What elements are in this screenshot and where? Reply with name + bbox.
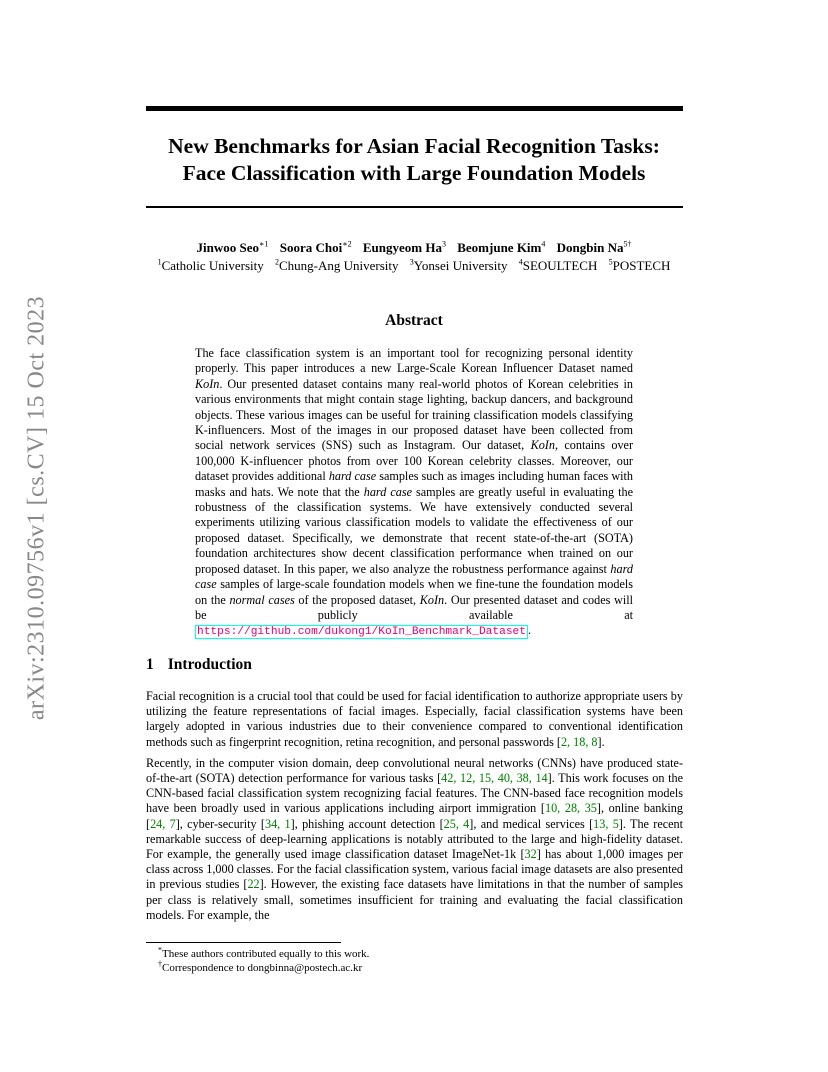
author: Jinwoo Seo$^{∗1}$ — [196, 239, 269, 255]
dataset-name: KoIn — [419, 592, 445, 607]
abstract-paragraph: The face classification system is an important tool for recognizing personal identity properly. This paper introduces a new Large-Scale Korean Influencer Dataset named KoIn. Our presented dataset contains many real-world photos of Korean celebrities in various environments that might contain stage lighting, backup dancers, and background objects. These various images can be useful for training classification models classifying K-influencers. Most of the images in our proposed dataset have been collected from social network services (SNS) such as Instagram. Our dataset, KoIn, contains over 100,000 K-influencer photos from over 100 Korean celebrity classes. Moreover, our dataset provides additional hard case samples such as images including human faces with masks and hats. We note that the hard case samples are greatly useful in evaluating the robustness of the classification systems. We have extensively conducted several experiments utilizing various classification models to validate the effectiveness of our proposed dataset. Specifically, we demonstrate that recent state-of-the-art (SOTA) foundation architectures show decent classification performance when trained on our proposed dataset. In this paper, we also analyze the robustness performance against hard case samples of large-scale foundation models when we fine-tune the foundation models on the normal cases of the proposed dataset, KoIn. Our presented dataset and codes will be publicly available at https://github.com/dukong1/KoIn_Benchmark_Dataset . — [195, 346, 634, 639]
introduction-body — [146, 689, 683, 929]
citation-link[interactable]: 22 — [247, 877, 260, 892]
abstract-body — [195, 346, 633, 641]
affiliation-list — [100, 258, 728, 274]
intro-paragraph-1: Facial recognition is a crucial tool that could be used for facial identification to authorize appropriate users by utilizing the feature representations of facial images. Especially, facial classification systems have been largely adopted in various industries due to their convenience compared to conventional identification methods such as fingerprint recognition, retina recognition, and personal passwords [2, 18, 8]. — [146, 689, 683, 749]
abstract-heading: Abstract — [385, 312, 443, 329]
dataset-name: KoIn — [195, 376, 220, 391]
author-list — [100, 240, 728, 256]
title-rule — [146, 206, 683, 208]
affiliation: $^3$Yonsei University — [409, 257, 508, 273]
section-number: 1 — [146, 656, 154, 673]
emphasis-normal-cases: normal cases — [229, 592, 295, 607]
footnote-rule — [146, 942, 341, 943]
footnotes — [158, 947, 678, 975]
citation-link[interactable]: 34, 1 — [264, 816, 291, 831]
affiliation: $^4$SEOULTECH — [518, 257, 598, 273]
dataset-name: KoIn — [530, 438, 555, 453]
emphasis-hard-case: hard case — [328, 469, 377, 484]
author: Eungyeom Ha$^3$ — [362, 239, 446, 255]
citation-link[interactable]: 10, 28, 35 — [544, 801, 597, 816]
citation-link[interactable]: 42, 12, 15, 40, 38, 14 — [441, 771, 548, 786]
author: Beomjune Kim$^4$ — [457, 239, 546, 255]
title-line-1: New Benchmarks for Asian Facial Recognition Tasks: — [168, 134, 660, 158]
github-link[interactable]: https://github.com/dukong1/KoIn_Benchmark_Dataset — [197, 626, 526, 639]
affiliation: $^5$POSTECH — [608, 257, 671, 273]
top-rule — [146, 106, 683, 111]
author: Dongbin $Na^{5\dagger}$ — [556, 239, 632, 255]
citation-link[interactable]: 25, 4 — [443, 816, 470, 831]
section-heading — [146, 656, 252, 674]
affiliation: $^1$Catholic University — [157, 257, 264, 273]
paper-title — [120, 133, 708, 187]
footnote-correspondence: †Correspondence to dongbinna@postech.ac.kr — [158, 959, 363, 974]
footnote-equal-contribution: *These authors contributed equally to this work. — [158, 945, 370, 960]
emphasis-hard-case: hard case — [363, 484, 412, 499]
affiliation: $^2$Chung-Ang University — [275, 257, 399, 273]
emphasis-hard-case: hard case — [195, 561, 633, 592]
arxiv-identifier: arXiv:2310.09756v1 [cs.CV] 15 Oct 2023 — [23, 295, 50, 721]
section-title: Introduction — [167, 656, 252, 673]
citation-link[interactable]: 2, 18, 8 — [560, 734, 598, 749]
citation-link[interactable]: 24, 7 — [150, 816, 176, 831]
title-line-2: Face Classification with Large Foundation Models — [182, 161, 646, 185]
intro-paragraph-2: Recently, in the computer vision domain, deep convolutional neural networks (CNNs) have produced state-of-the-art (SOTA) detection performance for various tasks [42, 12, 15, 40, 38, 14]. This work focuses on the CNN-based facial classification system recognizing facial features. The CNN-based face recognition models have been broadly used in various applications including airport immigration [10, 28, 35], online banking [24, 7], cyber-security [34, 1], phishing account detection [25, 4], and medical services [13, 5]. The recent remarkable success of deep-learning applications is notably attributed to the large and high-fidelity dataset. For example, the generally used image classification dataset ImageNet-1k [32] has about 1,000 images per class across 1,000 classes. For the facial classification system, various facial image datasets are also presented in previous studies [22]. However, the existing face datasets have limitations in that the number of samples per class is relatively small, sometimes insufficient for training and evaluating the facial classification models. For example, the — [146, 755, 684, 922]
citation-link[interactable]: 13, 5 — [593, 816, 619, 831]
author: Soora Choi$^{∗2}$ — [279, 239, 352, 255]
citation-link[interactable]: 32 — [524, 847, 537, 862]
